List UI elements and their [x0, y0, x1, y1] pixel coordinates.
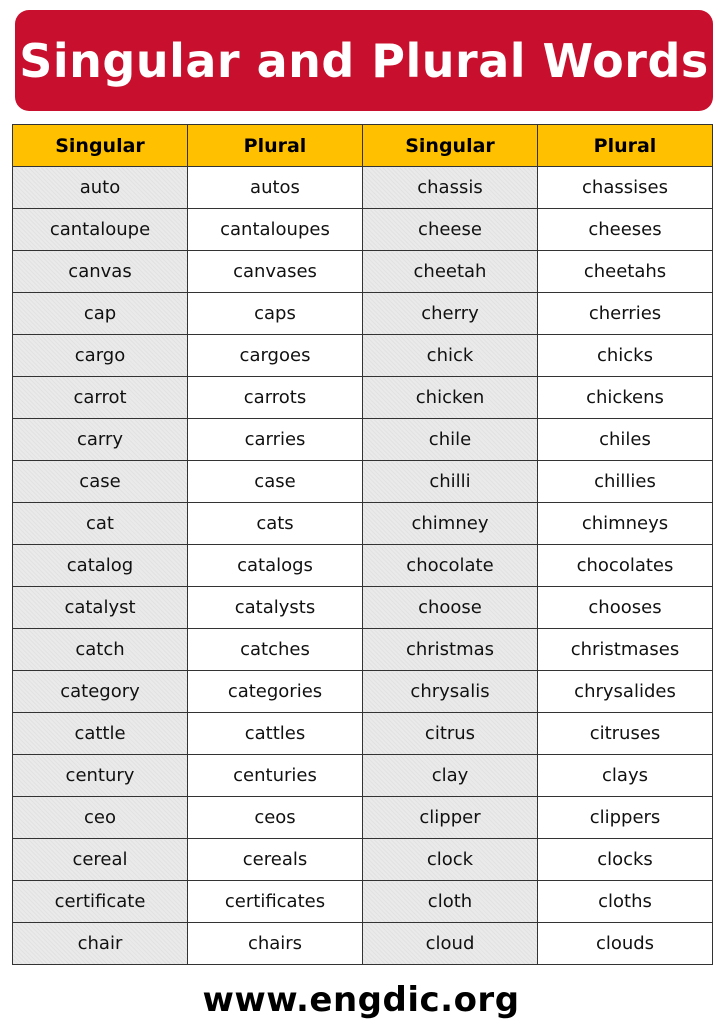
singular-cell: cargo: [13, 335, 188, 377]
plural-cell: catches: [188, 629, 363, 671]
title-banner: [15, 10, 713, 111]
word-table: [12, 124, 713, 965]
plural-cell: caps: [188, 293, 363, 335]
table-row: [13, 587, 713, 629]
column-header-singular: Singular: [363, 125, 538, 167]
table-row: [13, 671, 713, 713]
singular-cell: cloud: [363, 923, 538, 965]
singular-cell: chassis: [363, 167, 538, 209]
singular-cell: chair: [13, 923, 188, 965]
table-row: [13, 419, 713, 461]
header-row: [13, 125, 713, 167]
singular-cell: catalog: [13, 545, 188, 587]
table-row: [13, 293, 713, 335]
singular-cell: chick: [363, 335, 538, 377]
plural-cell: chrysalides: [538, 671, 713, 713]
singular-cell: chile: [363, 419, 538, 461]
table-row: [13, 923, 713, 965]
singular-cell: clock: [363, 839, 538, 881]
singular-cell: choose: [363, 587, 538, 629]
plural-cell: cloths: [538, 881, 713, 923]
column-header-plural: Plural: [188, 125, 363, 167]
table-row: [13, 209, 713, 251]
singular-cell: cheetah: [363, 251, 538, 293]
table-row: [13, 545, 713, 587]
singular-cell: certificate: [13, 881, 188, 923]
plural-cell: chickens: [538, 377, 713, 419]
table-row: [13, 461, 713, 503]
singular-cell: carrot: [13, 377, 188, 419]
table-row: [13, 881, 713, 923]
plural-cell: chairs: [188, 923, 363, 965]
table-body: [13, 167, 713, 965]
singular-cell: canvas: [13, 251, 188, 293]
singular-cell: citrus: [363, 713, 538, 755]
plural-cell: catalysts: [188, 587, 363, 629]
plural-cell: chimneys: [538, 503, 713, 545]
table-row: [13, 335, 713, 377]
singular-cell: cat: [13, 503, 188, 545]
plural-cell: christmases: [538, 629, 713, 671]
page-title: Singular and Plural Words: [19, 33, 709, 88]
plural-cell: chillies: [538, 461, 713, 503]
plural-cell: autos: [188, 167, 363, 209]
plural-cell: citruses: [538, 713, 713, 755]
plural-cell: cheeses: [538, 209, 713, 251]
singular-cell: chimney: [363, 503, 538, 545]
plural-cell: cats: [188, 503, 363, 545]
plural-cell: cereals: [188, 839, 363, 881]
table-row: [13, 377, 713, 419]
singular-cell: cattle: [13, 713, 188, 755]
singular-cell: cantaloupe: [13, 209, 188, 251]
singular-cell: chicken: [363, 377, 538, 419]
singular-cell: chilli: [363, 461, 538, 503]
singular-cell: cap: [13, 293, 188, 335]
singular-cell: catalyst: [13, 587, 188, 629]
plural-cell: clippers: [538, 797, 713, 839]
plural-cell: certificates: [188, 881, 363, 923]
singular-cell: catch: [13, 629, 188, 671]
table-row: [13, 755, 713, 797]
table-row: [13, 713, 713, 755]
plural-cell: categories: [188, 671, 363, 713]
plural-cell: centuries: [188, 755, 363, 797]
plural-cell: cherries: [538, 293, 713, 335]
plural-cell: cheetahs: [538, 251, 713, 293]
singular-cell: clipper: [363, 797, 538, 839]
singular-cell: century: [13, 755, 188, 797]
column-header-singular: Singular: [13, 125, 188, 167]
plural-cell: chassises: [538, 167, 713, 209]
plural-cell: carries: [188, 419, 363, 461]
singular-cell: cereal: [13, 839, 188, 881]
singular-cell: cloth: [363, 881, 538, 923]
plural-cell: case: [188, 461, 363, 503]
plural-cell: clocks: [538, 839, 713, 881]
singular-cell: chrysalis: [363, 671, 538, 713]
table-row: [13, 629, 713, 671]
plural-cell: ceos: [188, 797, 363, 839]
singular-cell: auto: [13, 167, 188, 209]
plural-cell: cantaloupes: [188, 209, 363, 251]
plural-cell: chicks: [538, 335, 713, 377]
plural-cell: clays: [538, 755, 713, 797]
singular-cell: christmas: [363, 629, 538, 671]
plural-cell: cattles: [188, 713, 363, 755]
plural-cell: carrots: [188, 377, 363, 419]
singular-cell: cheese: [363, 209, 538, 251]
plural-cell: chiles: [538, 419, 713, 461]
plural-cell: catalogs: [188, 545, 363, 587]
table-row: [13, 839, 713, 881]
table-row: [13, 797, 713, 839]
plural-cell: canvases: [188, 251, 363, 293]
singular-cell: chocolate: [363, 545, 538, 587]
table-row: [13, 167, 713, 209]
singular-cell: clay: [363, 755, 538, 797]
footer-url: www.engdic.org: [202, 980, 520, 1020]
plural-cell: chocolates: [538, 545, 713, 587]
table-row: [13, 251, 713, 293]
singular-cell: case: [13, 461, 188, 503]
singular-cell: ceo: [13, 797, 188, 839]
plural-cell: clouds: [538, 923, 713, 965]
singular-cell: cherry: [363, 293, 538, 335]
singular-cell: category: [13, 671, 188, 713]
table-row: [13, 503, 713, 545]
singular-cell: carry: [13, 419, 188, 461]
column-header-plural: Plural: [538, 125, 713, 167]
plural-cell: cargoes: [188, 335, 363, 377]
plural-cell: chooses: [538, 587, 713, 629]
